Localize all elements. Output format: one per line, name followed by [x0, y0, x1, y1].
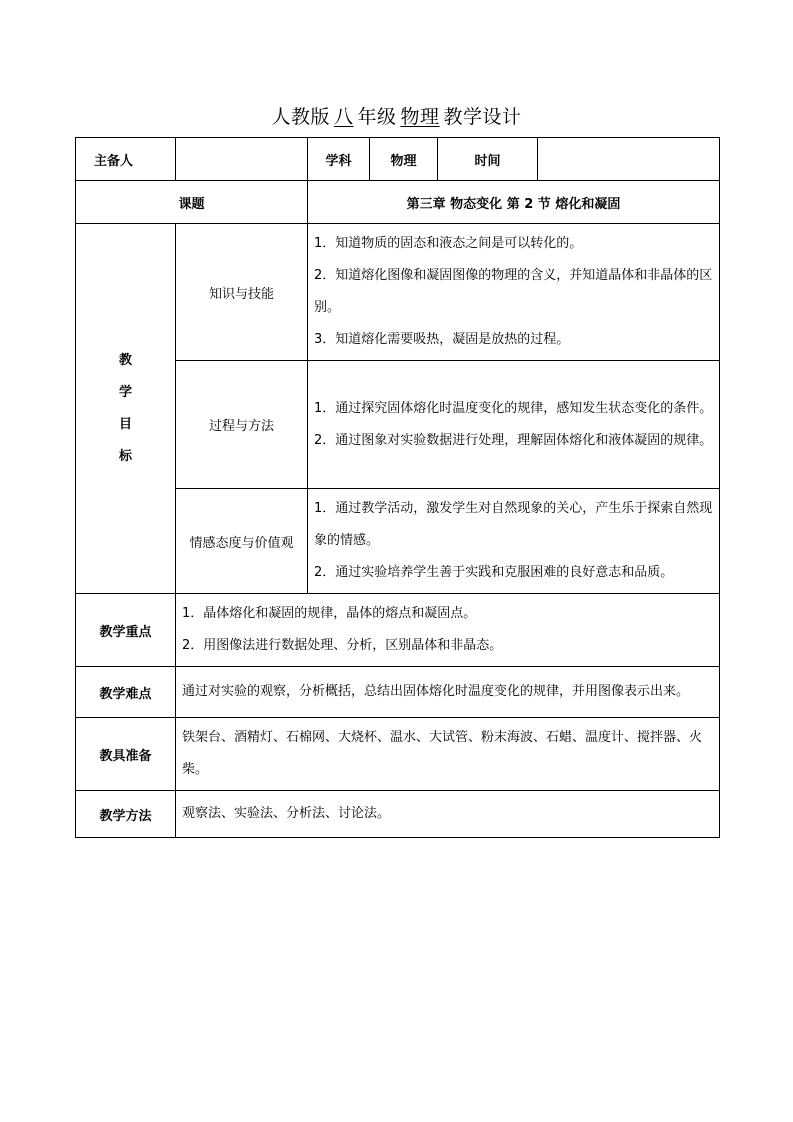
objective-row-knowledge	[76, 224, 720, 361]
equipment-label: 教具准备	[76, 718, 176, 791]
objective-line: 3．知道熔化需要吸热，凝固是放热的过程。	[314, 332, 570, 347]
objectives-label-char: 目	[118, 416, 132, 432]
difficulties-row	[76, 667, 720, 718]
topic-value: 第三章 物态变化 第 2 节 熔化和凝固	[308, 181, 720, 224]
objectives-label-char: 教	[118, 352, 132, 368]
key-point-line: 1．晶体熔化和凝固的规律，晶体的熔点和凝固点。	[182, 606, 477, 621]
preparer-label: 主备人	[76, 138, 176, 181]
key-points-row	[76, 594, 720, 667]
header-row	[76, 138, 720, 181]
key-points-content	[176, 594, 720, 667]
objectives-label	[76, 224, 176, 594]
topic-row	[76, 181, 720, 224]
time-value	[538, 138, 720, 181]
objective-content	[308, 489, 720, 594]
key-point-line: 2．用图像法进行数据处理、分析，区别晶体和非晶态。	[182, 638, 503, 653]
objective-line: 2．通过实验培养学生善于实践和克服困难的良好意志和品质。	[314, 565, 674, 580]
difficulties-text: 通过对实验的观察，分析概括，总结出固体熔化时温度变化的规律，并用图像表示出来。	[176, 667, 720, 718]
title-subject: 物理	[400, 106, 440, 128]
objective-content	[308, 224, 720, 361]
subject-value: 物理	[370, 138, 438, 181]
objective-line: 1．知道物质的固态和液态之间是可以转化的。	[314, 236, 583, 251]
objectives-label-char: 学	[118, 384, 132, 400]
methods-text: 观察法、实验法、分析法、讨论法。	[176, 791, 720, 838]
title-prefix: 人教版	[271, 106, 330, 128]
objective-line: 2．知道熔化图像和凝固图像的物理的含义，并知道晶体和非晶体的区别。	[314, 268, 713, 315]
document-title	[0, 102, 793, 129]
objective-name: 过程与方法	[176, 361, 308, 489]
difficulties-label: 教学难点	[76, 667, 176, 718]
lesson-plan-table	[75, 137, 720, 838]
objective-line: 1．通过探究固体熔化时温度变化的规律，感知发生状态变化的条件。	[314, 400, 713, 416]
title-grade: 八	[333, 106, 354, 128]
objective-content	[308, 361, 720, 489]
objective-name: 情感态度与价值观	[176, 489, 308, 594]
methods-row	[76, 791, 720, 838]
subject-label: 学科	[308, 138, 370, 181]
title-mid: 年级	[357, 106, 397, 128]
objective-line: 1．通过教学活动，激发学生对自然现象的关心，产生乐于探索自然现象的情感。	[314, 501, 713, 548]
equipment-text: 铁架台、酒精灯、石棉网、大烧杯、温水、大试管、粉末海波、石蜡、温度计、搅拌器、火柴。	[176, 718, 720, 791]
objective-line: 2．通过图象对实验数据进行处理，理解固体熔化和液体凝固的规律。	[314, 432, 713, 448]
methods-label: 教学方法	[76, 791, 176, 838]
topic-label: 课题	[76, 181, 308, 224]
equipment-row	[76, 718, 720, 791]
preparer-value	[176, 138, 308, 181]
objective-name: 知识与技能	[176, 224, 308, 361]
time-label: 时间	[438, 138, 538, 181]
key-points-label: 教学重点	[76, 594, 176, 667]
title-suffix: 教学设计	[443, 106, 522, 128]
objectives-label-char: 标	[118, 448, 132, 464]
